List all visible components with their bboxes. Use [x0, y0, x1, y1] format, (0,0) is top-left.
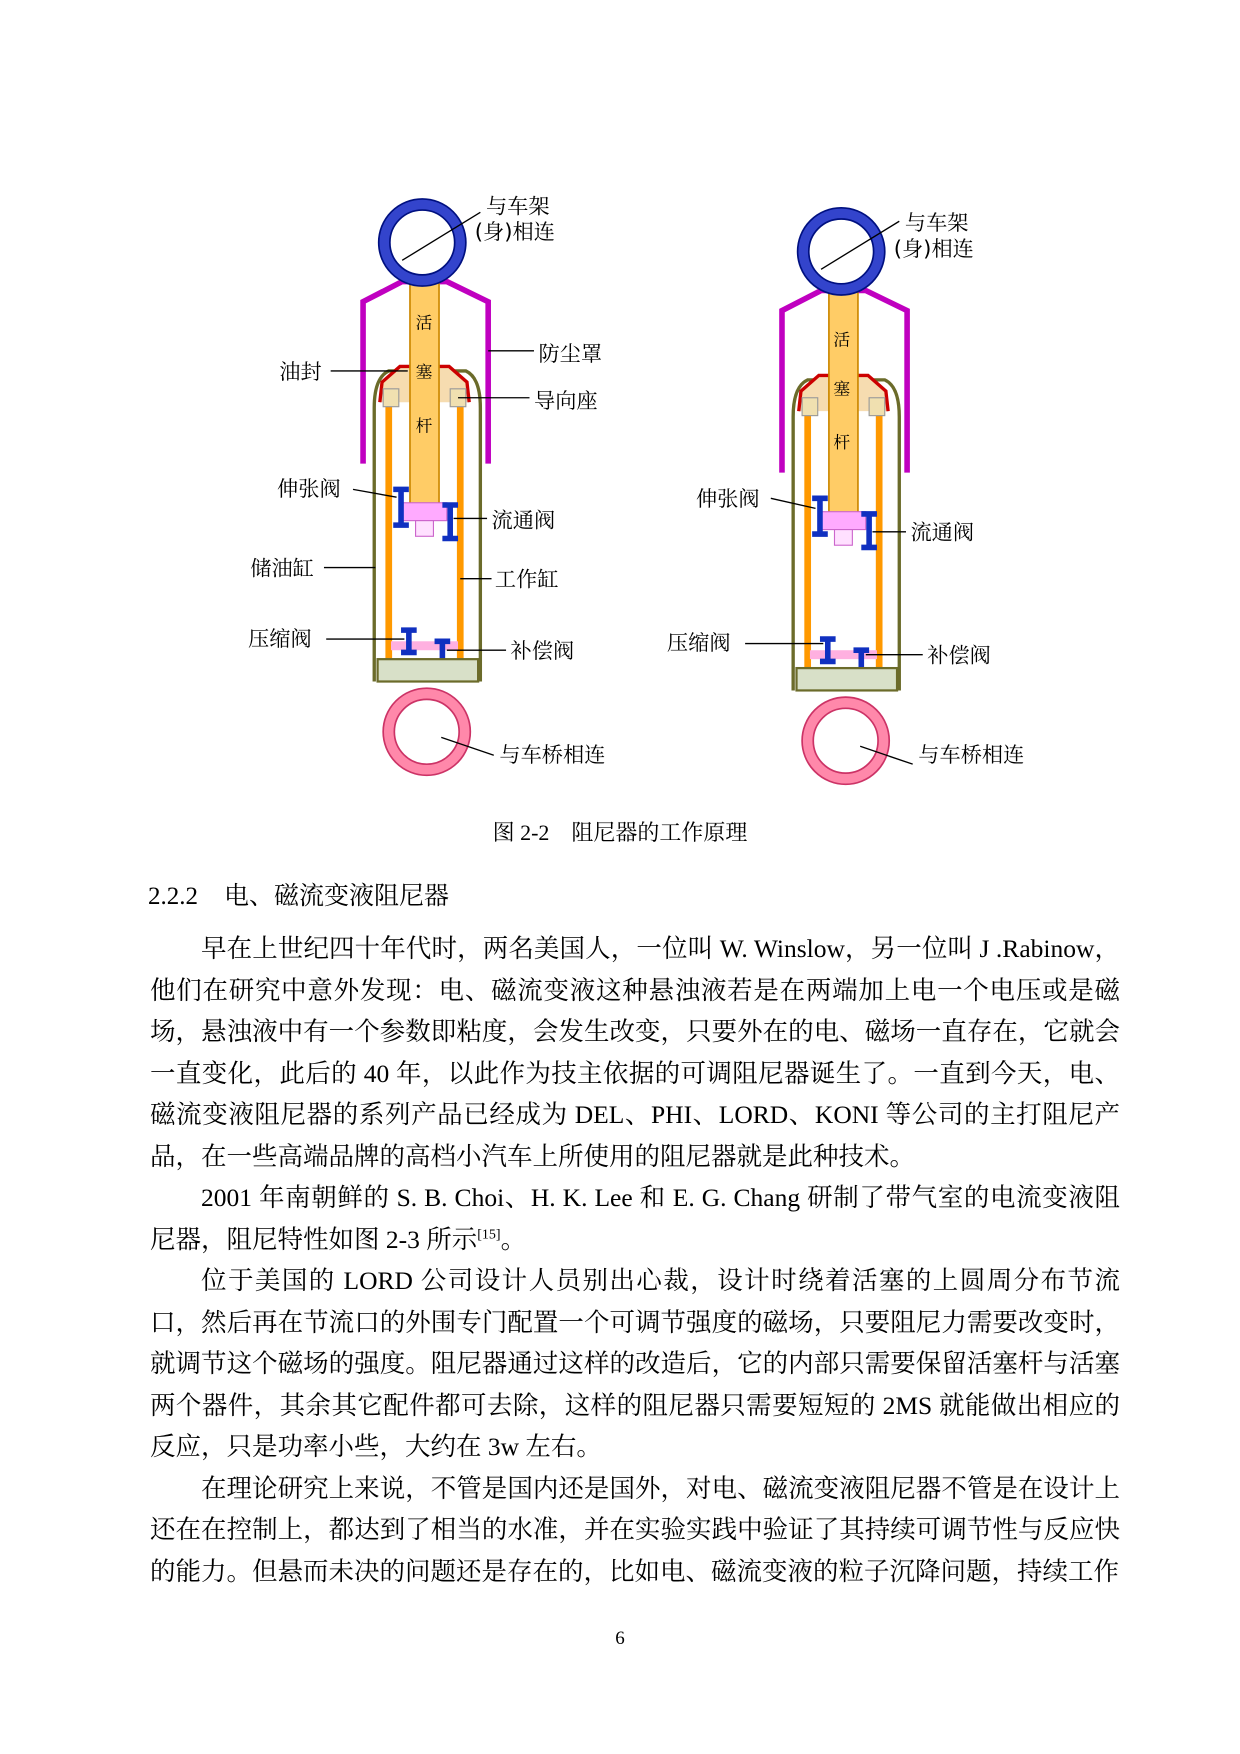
- rod-char: 杆: [415, 415, 433, 436]
- paragraph: [150, 1177, 1120, 1260]
- label-bottom-mount: 与车桥相连: [499, 742, 606, 768]
- label-compression-valve: 压缩阀: [666, 631, 731, 657]
- rod-char: 塞: [833, 378, 851, 399]
- paragraph: 在理论研究上来说，不管是国内还是国外，对电、磁流变液阻尼器不管是在设计上还在在控制上，都达到了相当的水准，并在实验实践中验证了其持续可调节性与反应快的能力。但悬而未决的问题还是存在的，比如电、磁流变液的粒子沉降问题，持续工作: [150, 1473, 1120, 1586]
- label-compensation-valve: 补偿阀: [510, 639, 575, 665]
- label-dust-cover: 防尘罩: [538, 341, 603, 367]
- paragraph: 位于美国的 LORD 公司设计人员别出心裁，设计时绕着活塞的上圆周分布节流口，然后再在节流口的外围专门配置一个可调节强度的磁场，只要阻尼力需要改变时，就调节这个磁场的强度。阻尼器通过这样的改造后，它的内部只需要保留活塞杆与活塞两个器件，其余其它配件都可去除，这样的阻尼器只需要短短的 2MS 就能做出相应的反应，只是功率小些，大约在 3w 左右。: [150, 1266, 1120, 1461]
- label-oil-seal: 油封: [279, 359, 322, 385]
- label-compensation-valve: 补偿阀: [927, 643, 991, 669]
- label-top-mount-2: (身)相连: [474, 220, 555, 246]
- label-top-mount-2: (身)相连: [893, 236, 974, 262]
- label-guide-seat: 导向座: [533, 388, 598, 414]
- rod-char: 活: [833, 329, 851, 350]
- label-bottom-mount: 与车桥相连: [918, 742, 1025, 768]
- paragraph-end: 。: [500, 1224, 527, 1254]
- label-working-cylinder: 工作缸: [494, 567, 559, 593]
- body-text: [150, 928, 1120, 1592]
- label-rebound-valve: 伸张阀: [277, 477, 341, 503]
- section-number: 2.2.2: [148, 883, 198, 910]
- label-compression-valve: 压缩阀: [248, 626, 312, 652]
- paragraph: 早在上世纪四十年代时，两名美国人，一位叫 W. Winslow，另一位叫 J .Rabinow，他们在研究中意外发现：电、磁流变液这种悬浊液若是在两端加上电一个电压或是磁场，悬浊液中有一个参数即粘度，会发生改变，只要外在的电、磁场一直存在，它就会一直变化，此后的 40 年，以此作为技主依据的可调阻尼器诞生了。一直到今天，电、磁流变液阻尼器的系列产品已经成为 DEL、PHI、LORD、KONI 等公司的主打阻尼产品，在一些高端品牌的高档小汽车上所使用的阻尼器就是此种技术。: [150, 934, 1120, 1171]
- rod-char: 活: [415, 312, 433, 333]
- figure-caption: 图 2-2 阻尼器的工作原理: [492, 820, 748, 845]
- label-flow-valve: 流通阀: [491, 508, 556, 534]
- section-title: 电、磁流变液阻尼器: [224, 883, 450, 910]
- label-reservoir: 储油缸: [250, 556, 314, 582]
- citation[interactable]: [15]: [477, 1227, 501, 1242]
- shock-absorber-right: [782, 208, 913, 784]
- page-number: 6: [615, 1628, 625, 1649]
- label-flow-valve: 流通阀: [910, 520, 975, 546]
- rod-char: 塞: [415, 361, 433, 382]
- paragraph-text: 2001 年南朝鲜的 S. B. Choi、H. K. Lee 和 E. G. Chang 研制了带气室的电流变液阻尼器，阻尼特性如图 2-3 所示: [150, 1183, 1120, 1254]
- label-top-mount-1: 与车架: [485, 194, 550, 220]
- label-top-mount-1: 与车架: [904, 211, 969, 237]
- section-heading: [148, 876, 449, 912]
- shock-absorber-left: [363, 199, 494, 775]
- label-rebound-valve: 伸张阀: [695, 487, 760, 513]
- rod-char: 杆: [833, 432, 851, 453]
